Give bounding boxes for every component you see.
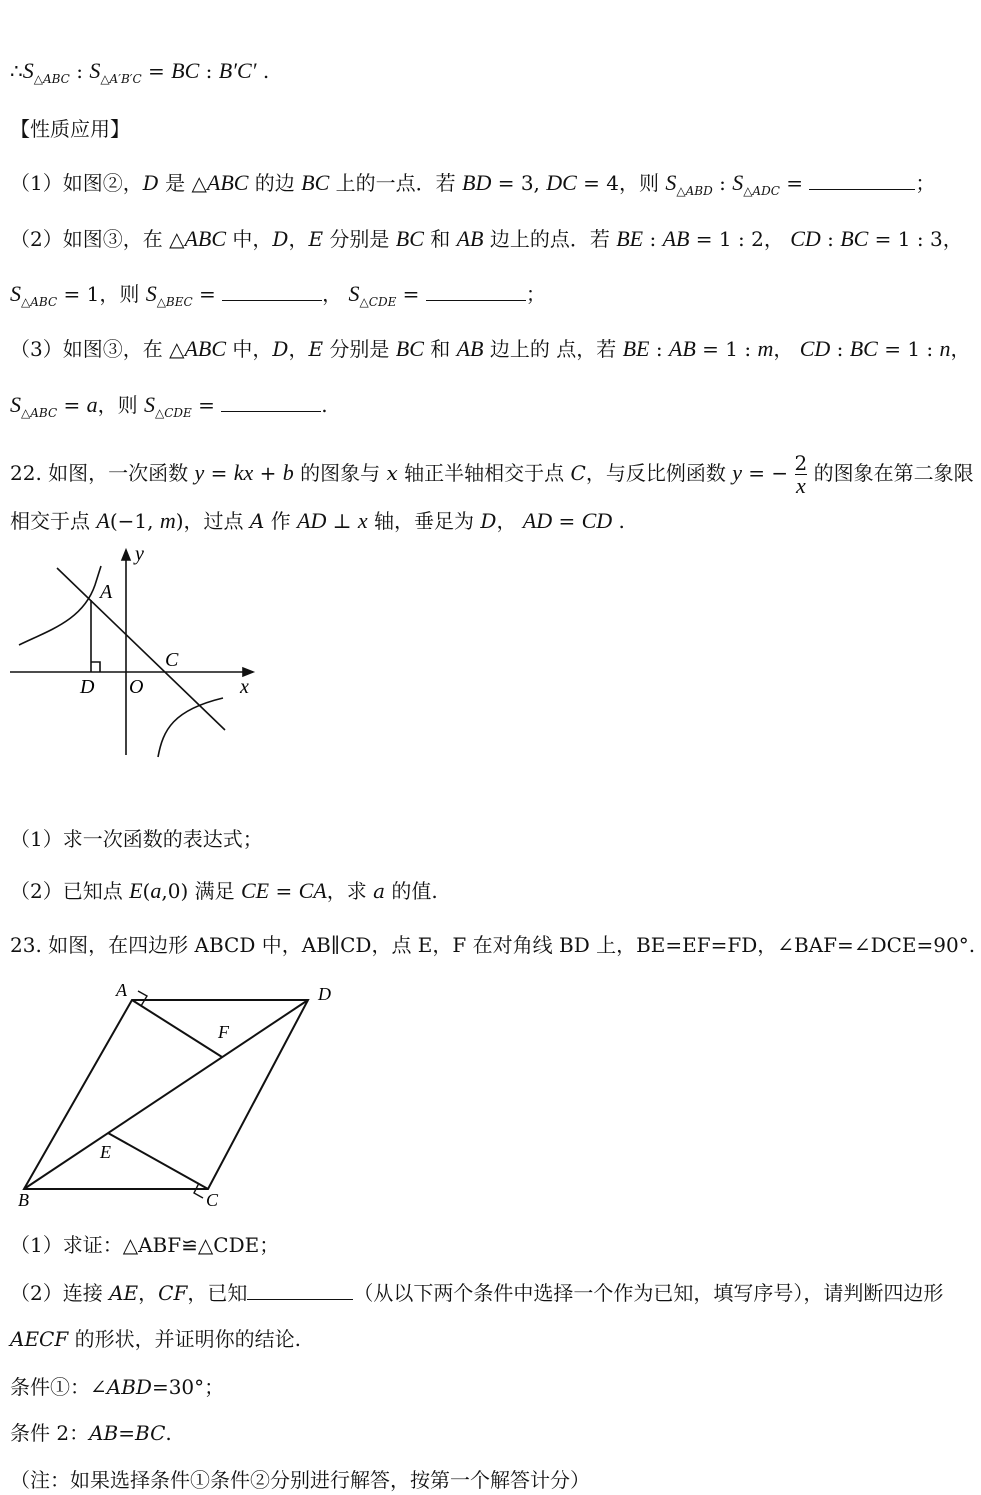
line-6: （3）如图③，在 △ABC 中，D，E 分别是 BC 和 AB 边上的 点，若 BE : AB = 1 : m， CD : BC = 1 : n， bbox=[10, 336, 971, 361]
right-angle-mark bbox=[91, 662, 100, 672]
line-3: （1）如图②，D 是 △ABC 的边 BC 上的一点．若 BD = 3, DC = 4，则 $S_{\triangle ABD}$ : $S_{\triangle ADC}$ = ； bbox=[10, 170, 936, 198]
line-4: （2）如图③，在 △ABC 中，D，E 分别是 BC 和 AB 边上的点．若 BE : AB = 1 : 2， CD : BC = 1 : 3， bbox=[10, 226, 963, 251]
diagonal-BD bbox=[24, 1000, 308, 1189]
line-1: $\therefore S_{\triangle ABC}$ : $S_{\triangle A'B'C}$ = BC : B′C′ . bbox=[10, 58, 270, 86]
line-14: （2）连接 AE，CF，已知 （从以下两个条件中选择一个作为已知，填写序号），请判断四边形 bbox=[10, 1281, 944, 1305]
label-y: y bbox=[135, 543, 144, 565]
line-16: 条件①：∠ABD=30°； bbox=[10, 1375, 225, 1399]
label-x: x bbox=[240, 676, 249, 698]
line-13: （1）求证：△ABF≌△CDE； bbox=[10, 1233, 280, 1257]
line-17: 条件 2：AB=BC. bbox=[10, 1421, 172, 1445]
label-A: A bbox=[100, 581, 113, 603]
label-B: B bbox=[18, 1190, 29, 1210]
hyperbola-branch-right bbox=[158, 698, 223, 757]
line-15: AECF 的形状，并证明你的结论. bbox=[10, 1327, 301, 1351]
label-A: A bbox=[116, 980, 127, 1000]
line-12: 23. 如图，在四边形 ABCD 中，AB∥CD，点 E，F 在对角线 BD 上，BE=EF=FD，∠BAF=∠DCE=90°. bbox=[10, 933, 976, 957]
label-C: C bbox=[206, 1190, 219, 1210]
line-10: （1）求一次函数的表达式； bbox=[10, 827, 263, 851]
label-E: E bbox=[100, 1142, 111, 1162]
line-7: $S_{\triangle ABC} = a$，则 $S_{\triangle CDE}$ = . bbox=[10, 392, 328, 420]
segment-CE bbox=[108, 1133, 208, 1189]
segment-AF bbox=[132, 1000, 222, 1057]
label-C: C bbox=[165, 649, 179, 671]
line-18: （注：如果选择条件①条件②分别进行解答，按第一个解答计分） bbox=[10, 1468, 590, 1492]
label-F: F bbox=[218, 1022, 229, 1042]
line-11: （2）已知点 E(a,0) 满足 CE = CA，求 a 的值. bbox=[10, 878, 438, 903]
label-D: D bbox=[80, 676, 95, 698]
figure-23 bbox=[10, 978, 350, 1208]
figure-22 bbox=[5, 540, 265, 760]
line-8: 22. 如图，一次函数 y = kx + b 的图象与 x 轴正半轴相交于点 C，与反比例函数 y = − $\frac{2}{x}$ 的图象在第二象限 bbox=[10, 451, 974, 498]
label-O: O bbox=[129, 676, 144, 698]
line-5: $S_{\triangle ABC} = 1$，则 $S_{\triangle BEC}$ = ， $S_{\triangle CDE}$ = ； bbox=[10, 281, 546, 309]
label-D: D bbox=[318, 984, 331, 1004]
line-2: 【性质应用】 bbox=[10, 117, 130, 141]
line-9: 相交于点 A(−1, m)，过点 A 作 AD ⊥ x 轴，垂足为 D， AD = CD . bbox=[10, 508, 625, 533]
hyperbola-branch-left bbox=[19, 566, 101, 645]
